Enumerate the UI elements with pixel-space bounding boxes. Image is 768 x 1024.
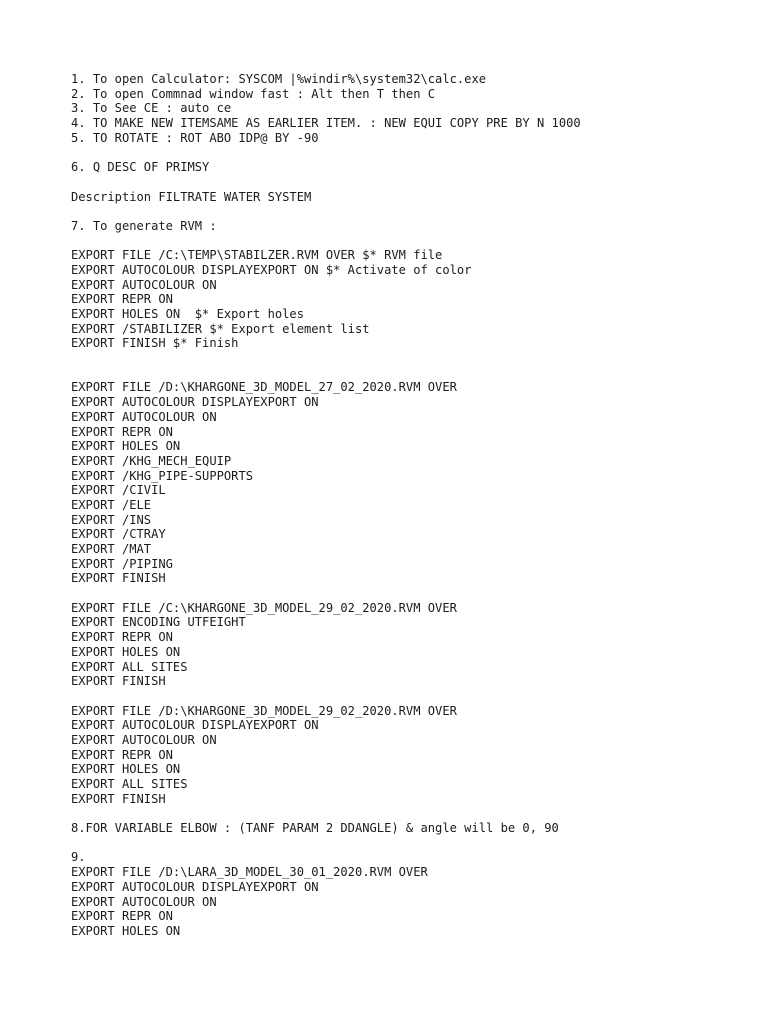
text-line: EXPORT FILE /C:\KHARGONE_3D_MODEL_29_02_2020.RVM OVER: [71, 600, 457, 615]
text-line: EXPORT /INS: [71, 512, 152, 527]
text-line: [71, 836, 751, 851]
text-line: 1. To open Calculator: SYSCOM |%windir%\system32\calc.exe: [71, 72, 487, 86]
text-line: EXPORT FILE /C:\TEMP\STABILZER.RVM OVER $* RVM file: [71, 248, 443, 263]
text-line: EXPORT FINISH: [71, 674, 166, 689]
text-line: EXPORT FILE /D:\KHARGONE_3D_MODEL_27_02_2020.RVM OVER: [71, 380, 457, 395]
text-line: EXPORT AUTOCOLOUR ON: [71, 409, 217, 424]
text-line: EXPORT FINISH: [71, 571, 166, 586]
text-line: EXPORT REPR ON: [71, 292, 173, 307]
text-line: EXPORT AUTOCOLOUR ON: [71, 894, 217, 909]
text-line: [71, 204, 751, 219]
text-line: [71, 689, 751, 704]
document-body: [71, 72, 751, 939]
text-line: 5. TO ROTATE : ROT ABO IDP@ BY -90: [71, 130, 319, 145]
text-line: EXPORT /KHG_PIPE-SUPPORTS: [71, 468, 254, 483]
text-line: [71, 586, 751, 601]
text-line: EXPORT AUTOCOLOUR DISPLAYEXPORT ON $* Activate of color: [71, 262, 472, 277]
text-line: Description FILTRATE WATER SYSTEM: [71, 189, 312, 204]
text-line: 9.: [71, 850, 86, 865]
text-line: EXPORT FINISH: [71, 791, 166, 806]
text-line: EXPORT AUTOCOLOUR ON: [71, 277, 217, 292]
text-line: 4. TO MAKE NEW ITEMSAME AS EARLIER ITEM. : NEW EQUI COPY PRE BY N 1000: [71, 116, 581, 131]
text-line: EXPORT /KHG_MECH_EQUIP: [71, 453, 232, 468]
text-line: [71, 366, 751, 381]
text-line: EXPORT AUTOCOLOUR ON: [71, 732, 217, 747]
text-line: [71, 351, 751, 366]
text-line: 3. To See CE : auto ce: [71, 101, 232, 116]
text-line: EXPORT REPR ON: [71, 747, 173, 762]
text-line: EXPORT HOLES ON $* Export holes: [71, 307, 304, 321]
text-line: 6. Q DESC OF PRIMSY: [71, 160, 210, 175]
text-line: EXPORT ENCODING UTFEIGHT: [71, 615, 246, 630]
text-line: EXPORT /STABILIZER $* Export element list: [71, 321, 370, 336]
text-line: EXPORT HOLES ON: [71, 762, 181, 777]
text-line: [71, 145, 751, 160]
text-line: 8.FOR VARIABLE ELBOW : (TANF PARAM 2 DDANGLE) & angle will be 0, 90: [71, 821, 559, 836]
text-line: EXPORT FILE /D:\KHARGONE_3D_MODEL_29_02_2020.RVM OVER: [71, 703, 457, 718]
text-line: EXPORT HOLES ON: [71, 644, 181, 659]
text-line: [71, 806, 751, 821]
text-line: EXPORT AUTOCOLOUR DISPLAYEXPORT ON: [71, 718, 319, 733]
text-line: EXPORT /CTRAY: [71, 527, 166, 542]
text-line: EXPORT FINISH $* Finish: [71, 336, 239, 351]
text-line: EXPORT /ELE: [71, 497, 152, 512]
text-line: 2. To open Commnad window fast : Alt then T then C: [71, 86, 436, 101]
text-line: EXPORT REPR ON: [71, 630, 173, 645]
text-line: EXPORT REPR ON: [71, 909, 173, 924]
text-line: [71, 234, 751, 249]
text-line: EXPORT ALL SITES: [71, 777, 188, 791]
text-line: EXPORT HOLES ON: [71, 439, 181, 454]
text-line: EXPORT HOLES ON: [71, 923, 181, 938]
text-line: EXPORT REPR ON: [71, 424, 173, 439]
text-line: EXPORT /MAT: [71, 542, 152, 556]
text-line: EXPORT FILE /D:\LARA_3D_MODEL_30_01_2020.RVM OVER: [71, 865, 428, 880]
text-line: [71, 175, 751, 190]
text-line: EXPORT AUTOCOLOUR DISPLAYEXPORT ON: [71, 879, 319, 894]
text-line: EXPORT /PIPING: [71, 556, 173, 571]
text-line: EXPORT /CIVIL: [71, 483, 166, 498]
text-line: 7. To generate RVM :: [71, 218, 217, 233]
text-line: EXPORT AUTOCOLOUR DISPLAYEXPORT ON: [71, 395, 319, 410]
text-line: EXPORT ALL SITES: [71, 659, 188, 674]
